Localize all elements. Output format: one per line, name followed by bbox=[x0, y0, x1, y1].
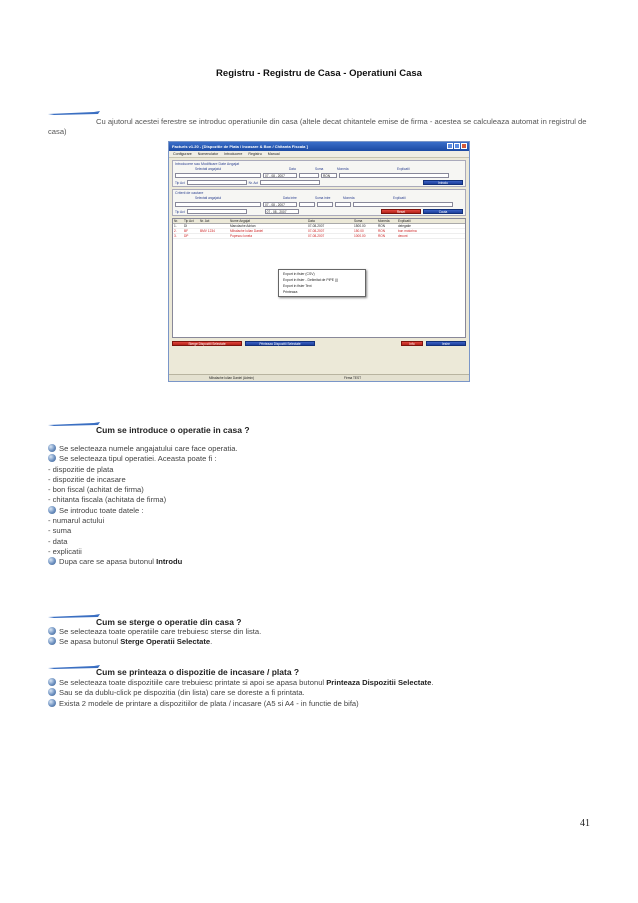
pen-divider-icon bbox=[48, 613, 100, 619]
date-input[interactable]: 07 - 08 - 2007 bbox=[263, 173, 297, 178]
table-header: Nr. Tip Act Nr. Act Nume Angajat Data Suma Moneda Explicatii bbox=[173, 219, 465, 224]
exit-button[interactable]: Iesire bbox=[426, 341, 466, 346]
pen-divider-icon bbox=[48, 421, 100, 427]
context-menu-item[interactable]: Export in fisier - Delimitat de PIPE (|) bbox=[283, 278, 339, 282]
close-icon[interactable] bbox=[461, 143, 467, 149]
minimize-icon[interactable] bbox=[447, 143, 453, 149]
table-row[interactable]: 1. DI Manolache Adrian 07-08-2007 1500.00 RON delegatie bbox=[173, 224, 465, 229]
context-menu-item[interactable]: Printeaza bbox=[283, 290, 298, 294]
introdu-button[interactable]: Introdu bbox=[423, 180, 463, 185]
search-date-from[interactable]: 07 - 08 - 2007 bbox=[263, 202, 297, 207]
app-menubar bbox=[169, 151, 469, 158]
status-bar bbox=[169, 374, 469, 381]
bullet-icon bbox=[48, 557, 57, 565]
bottom-button-bar bbox=[169, 340, 469, 347]
amount-input[interactable] bbox=[299, 173, 319, 178]
bullet-icon bbox=[48, 627, 57, 635]
bullet-icon bbox=[48, 699, 57, 707]
pen-divider-icon bbox=[48, 110, 100, 116]
context-menu bbox=[278, 269, 366, 297]
section-heading: Cum se sterge o operatie din casa ? bbox=[96, 617, 242, 627]
section2-body: Se selecteaza toate operatiile care trebuiesc sterse din lista. Se apasa butonul Sterge Operatii Selectate. bbox=[48, 627, 261, 648]
bullet-icon bbox=[48, 688, 57, 696]
search-type-select[interactable] bbox=[187, 209, 247, 214]
bullet-icon bbox=[48, 454, 57, 462]
table-row[interactable]: 2. BF BMV 1234 Mihalache Iulian Daniel 07-08-2007 150.00 RON bon motorina bbox=[173, 229, 465, 234]
status-user: Mihalache Iulian Daniel (Admin) bbox=[209, 376, 255, 380]
type-select[interactable] bbox=[187, 180, 247, 185]
entry-panel: Introducere sau Modificare Date Angajat Selectati angajatul Data Suma Moneda Explicatii 07 - 08 - 2007 RON Tip Act Nr. Act Introdu bbox=[172, 160, 466, 187]
search-button[interactable]: Cauta bbox=[423, 209, 463, 214]
context-menu-item[interactable]: Export in fisier Text bbox=[283, 284, 312, 288]
status-company: Firma TEST bbox=[344, 376, 362, 380]
maximize-icon[interactable] bbox=[454, 143, 460, 149]
search-amount-to[interactable] bbox=[317, 202, 333, 207]
menu-item-manual[interactable]: Manual bbox=[267, 152, 280, 156]
info-button[interactable]: Info bbox=[401, 341, 423, 346]
menu-item-registru[interactable]: Registru bbox=[248, 152, 262, 156]
page-title: Registru - Registru de Casa - Operatiuni Casa bbox=[216, 68, 422, 79]
menu-item-introducere[interactable]: Introducere bbox=[224, 152, 243, 156]
bullet-icon bbox=[48, 444, 57, 452]
search-date-to[interactable]: 07 - 08 - 2007 bbox=[265, 209, 299, 214]
pen-divider-icon bbox=[48, 664, 100, 670]
number-input[interactable] bbox=[260, 180, 320, 185]
bullet-icon bbox=[48, 678, 57, 686]
section3-body: Se selecteaza toate dispozitiile care trebuiesc printate si apoi se apasa butonul Printeaza Dispozitii Selectate. Sau se da dublu-click pe dispozitia (din lista) care se doreste a fi printata. Exista 2 modele de printare a dispozitiilor de plata / incasare (A5 si A4 - in functie de bifa) bbox=[48, 678, 433, 709]
delete-selected-button[interactable]: Sterge Dispozitii Selectate bbox=[172, 341, 242, 346]
explain-input[interactable] bbox=[339, 173, 449, 178]
print-selected-button[interactable]: Printeaza Dispozitii Selectate bbox=[245, 341, 315, 346]
bullet-icon bbox=[48, 506, 57, 514]
menu-item-configurare[interactable]: Configurare bbox=[173, 152, 192, 156]
app-screenshot bbox=[168, 141, 470, 382]
app-titlebar: Facturis v1.20 - [Dispozitie de Plata / Incasare & Bon / Chitanta Fiscala ] bbox=[169, 142, 469, 151]
menu-item-nomenclator[interactable]: Nomenclator bbox=[197, 152, 219, 156]
search-currency-select[interactable] bbox=[335, 202, 351, 207]
bullet-icon bbox=[48, 637, 57, 645]
intro-paragraph: Cu ajutorul acestei ferestre se introduc operatiunile din casa (altele decat chitantele emise de firma - acestea se calculeaza automat in registrul de casa) bbox=[48, 117, 587, 137]
section1-body: Se selecteaza numele angajatului care face operatia. Se selecteaza tipul operatiei. Aceasta poate fi : - dispozitie de plata - dispozitie de incasare - bon fiscal (achitat de firma) - chitanta fiscala (achitata de firma) Se introduc toate datele : - numarul actului - suma - data - explicatii Dupa care se apasa butonul Introdu bbox=[48, 444, 238, 567]
search-employee-select[interactable] bbox=[175, 202, 261, 207]
operations-table bbox=[172, 218, 466, 338]
section-heading: Cum se introduce o operatie in casa ? bbox=[96, 425, 250, 435]
reset-button[interactable]: Reset bbox=[381, 209, 421, 214]
search-panel: Criterii de cautare Selectati angajatul Data intre Suma intre Moneda Explicatii 07 - 08 - 2007 Tip Act 07 - 08 - 2007 Reset Cauta bbox=[172, 189, 466, 216]
context-menu-item[interactable]: Export in fisier (CSV) bbox=[283, 272, 315, 276]
employee-select[interactable] bbox=[175, 173, 261, 178]
table-row[interactable]: 3. DP Popescu Ionela 07-08-2007 1000.00 RON decont bbox=[173, 234, 465, 239]
search-explain-input[interactable] bbox=[353, 202, 453, 207]
page-number: 41 bbox=[580, 818, 590, 829]
currency-select[interactable]: RON bbox=[321, 173, 337, 178]
section-heading: Cum se printeaza o dispozitie de incasare / plata ? bbox=[96, 667, 300, 677]
search-amount-from[interactable] bbox=[299, 202, 315, 207]
